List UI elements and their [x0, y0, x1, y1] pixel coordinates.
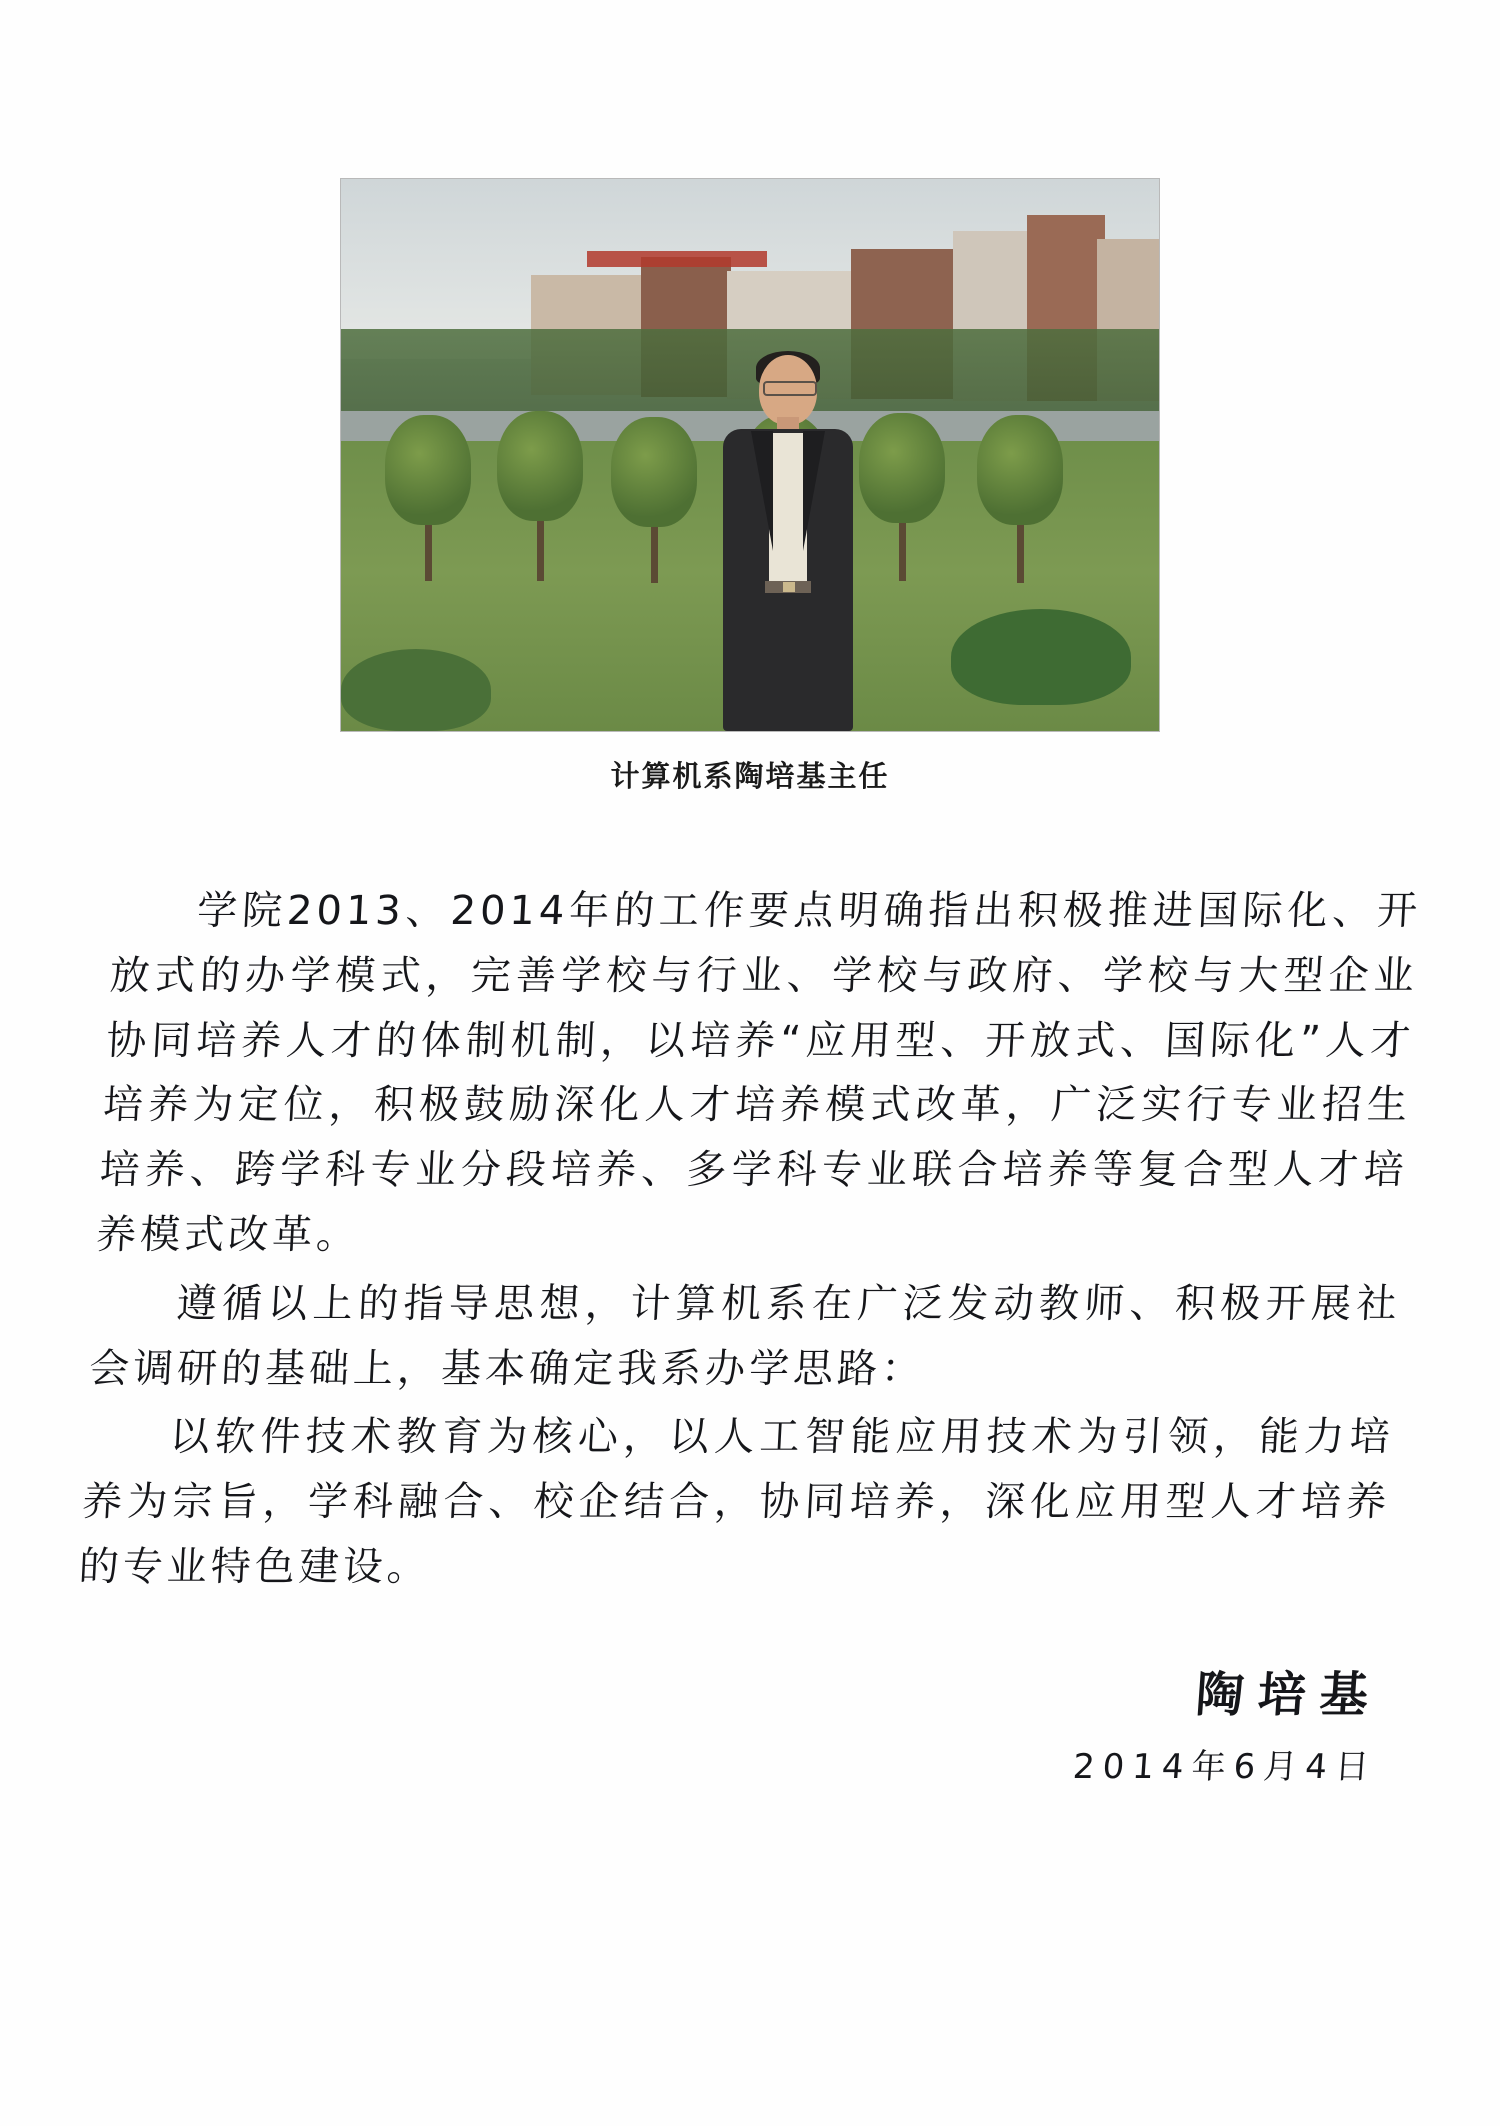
photo-caption: 计算机系陶培基主任 — [610, 759, 890, 793]
foreground-tree — [497, 411, 583, 521]
signature-block — [0, 1656, 1385, 1788]
foreground-tree — [385, 415, 471, 525]
glasses-icon — [763, 381, 817, 396]
signature-date: 2014年6月4日 — [1071, 1746, 1379, 1787]
foreground-tree — [977, 415, 1063, 525]
hedge-bush — [341, 649, 491, 731]
paragraph-1: 学院2013、2014年的工作要点明确指出积极推进国际化、开放式的办学模式，完善学校与行业、学校与政府、学校与大型企业协同培养人才的体制机制，以培养“应用型、开放式、国际化”人才培养为定位，积极鼓励深化人才培养模式改革，广泛实行专业招生培养、跨学科专业分段培养、多学科专业联合培养等复合型人才培养模式改革。 — [95, 888, 1423, 1258]
paragraph-3: 以软件技术教育为核心，以人工智能应用技术为引领，能力培养为宗旨，学科融合、校企结合，协同培养，深化应用型人才培养的专业特色建设。 — [77, 1414, 1395, 1590]
foreground-tree — [859, 413, 945, 523]
foreground-tree — [611, 417, 697, 527]
hedge-bush — [951, 609, 1131, 705]
paragraph-2: 遵循以上的指导思想，计算机系在广泛发动教师、积极开展社会调研的基础上，基本确定我系办学思路： — [88, 1280, 1402, 1392]
letter-body — [77, 879, 1423, 1600]
dress-shirt — [769, 433, 807, 583]
slogan-banner — [587, 251, 767, 267]
lapel-right — [803, 431, 825, 551]
lapel-left — [751, 431, 773, 551]
signature-name: 陶培基 — [1193, 1666, 1384, 1723]
campus-portrait-photo — [340, 178, 1160, 732]
photo-block — [0, 0, 1500, 795]
belt — [765, 581, 811, 593]
person-figure — [713, 355, 863, 731]
